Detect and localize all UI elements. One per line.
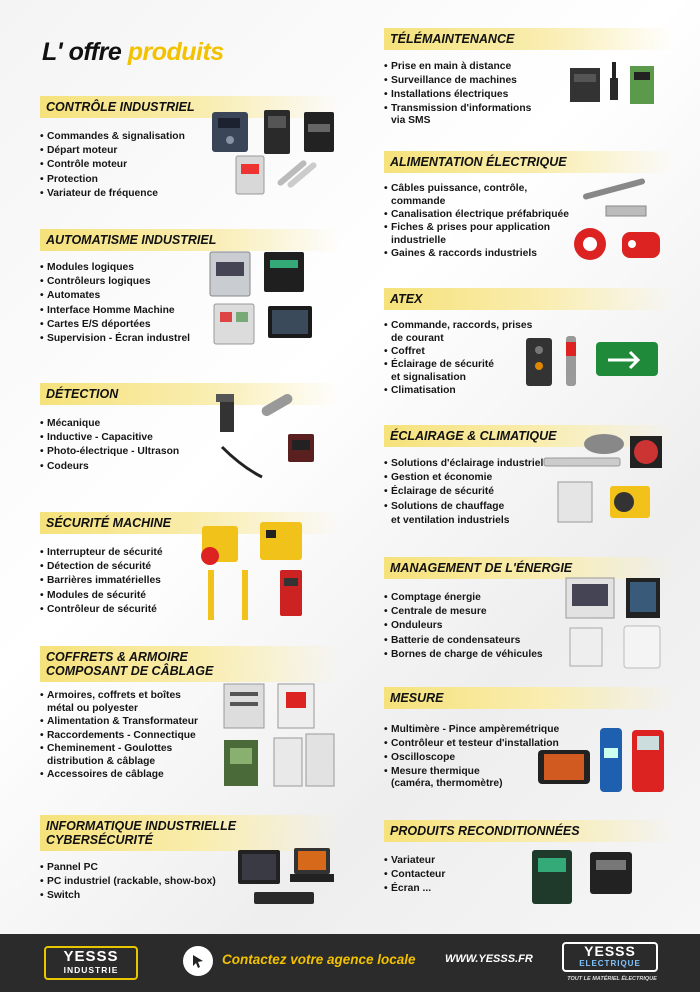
list-item: • Contrôleur et testeur d'installation: [384, 737, 674, 751]
informatique-products-image: [234, 846, 344, 910]
page-title: [42, 38, 224, 67]
mesure-products-image: [536, 724, 666, 798]
list-item: • Contrôleur de sécurité: [40, 603, 340, 617]
section-title: COFFRETS & ARMOIRE COMPOSANT DE CÂBLAGE: [40, 646, 340, 682]
list-item: • Comptage énergie: [384, 591, 674, 605]
list-item: • Switch: [40, 889, 340, 903]
list-item: • Modules logiques: [40, 261, 340, 275]
list-item: • Multimère - Pince ampèremétrique: [384, 723, 674, 737]
list-item: • Batterie de condensateurs: [384, 634, 674, 648]
detection-products-image: [212, 392, 332, 484]
logo-left-sub: INDUSTRIE: [63, 965, 119, 975]
list-item: • Gestion et économie: [384, 471, 674, 485]
list-item: • Installations électriques: [384, 88, 674, 102]
list-item: • Contrôleurs logiques: [40, 275, 340, 289]
logo-left-name: YESSS: [63, 948, 119, 965]
list-item: • Écran ...: [384, 882, 674, 896]
logo-right-name: YESSS: [584, 943, 636, 959]
list-item: • Solutions d'éclairage industriel: [384, 457, 674, 471]
website-link[interactable]: WWW.YESSS.FR: [445, 953, 533, 965]
list-item: • Variateur de fréquence: [40, 187, 340, 201]
list-item: • Cartes E/S déportées: [40, 318, 340, 332]
controle-industriel-products-image: [210, 108, 340, 198]
list-item: • Canalisation électrique préfabriquée: [384, 208, 674, 222]
list-item: • Alimentation & Transformateur: [40, 715, 340, 729]
list-item: • Mécanique: [40, 417, 340, 431]
list-item: • Coffret: [384, 345, 674, 359]
list-item: • Éclairage de sécurité: [384, 485, 674, 499]
section-title: PRODUITS RECONDITIONNÉES: [384, 820, 674, 842]
list-item: • Surveillance de machines: [384, 74, 674, 88]
logo-right-sub: ELECTRIQUE: [579, 959, 641, 968]
list-item: • Prise en main à distance: [384, 60, 674, 74]
list-item: • Fiches & prises pour application industrielle: [384, 222, 674, 247]
list-item: • Contacteur: [384, 868, 674, 882]
list-item: • Inductive - Capacitive: [40, 431, 340, 445]
list-item: • Câbles puissance, contrôle, commande: [384, 183, 674, 208]
yesss-electrique-logo[interactable]: [562, 942, 658, 972]
page-title-part1: L' offre: [42, 38, 128, 66]
section-title: MANAGEMENT DE L'ÉNERGIE: [384, 557, 674, 579]
list-item: • Photo-électrique - Ultrason: [40, 445, 340, 459]
list-item: • Centrale de mesure: [384, 605, 674, 619]
list-item: • Départ moteur: [40, 144, 340, 158]
management-energie-products-image: [562, 574, 666, 670]
securite-machine-products-image: [196, 518, 342, 630]
list-item: • Détection de sécurité: [40, 560, 340, 574]
list-item: • Variateur: [384, 854, 674, 868]
page-title-part2: produits: [127, 38, 224, 66]
section-title: TÉLÉMAINTENANCE: [384, 28, 674, 50]
alimentation-products-image: [572, 178, 672, 268]
yesss-industrie-logo[interactable]: [44, 946, 138, 980]
list-item: • Pannel PC: [40, 861, 340, 875]
list-item: • Oscilloscope: [384, 751, 674, 765]
list-item: • Cheminement - Goulottes distribution & câblage: [40, 743, 340, 768]
contact-text: Contactez votre agence locale: [222, 952, 416, 967]
list-item: • Gaines & raccords industriels: [384, 247, 674, 261]
logo-tagline: TOUT LE MATÉRIEL ÉLECTRIQUE: [567, 976, 657, 982]
list-item: • Bornes de charge de véhicules: [384, 648, 674, 662]
list-item: • Supervision - Écran industrel: [40, 332, 340, 346]
section-title: ALIMENTATION ÉLECTRIQUE: [384, 151, 674, 173]
telemaintenance-products-image: [566, 58, 662, 112]
coffrets-products-image: [220, 682, 340, 792]
list-item: • Mesure thermique (caméra, thermomètre): [384, 766, 674, 791]
list-item: • Raccordements - Connectique: [40, 729, 340, 743]
list-item: • Onduleurs: [384, 619, 674, 633]
eclairage-products-image: [540, 430, 666, 526]
list-item: • Solutions de chauffage et ventilation industriels: [384, 500, 674, 528]
section-title: INFORMATIQUE INDUSTRIELLE CYBERSÉCURITÉ: [40, 815, 340, 851]
list-item: • Protection: [40, 173, 340, 187]
list-item: • Transmission d'informations via SMS: [384, 103, 674, 128]
list-item: • Climatisation: [384, 384, 674, 398]
section-title: CONTRÔLE INDUSTRIEL: [40, 96, 340, 118]
list-item: • Commandes & signalisation: [40, 130, 340, 144]
section-title: AUTOMATISME INDUSTRIEL: [40, 229, 340, 251]
list-item: • Interface Homme Machine: [40, 304, 340, 318]
atex-products-image: [524, 334, 664, 390]
list-item: • Commande, raccords, prises de courant: [384, 320, 674, 345]
section-title: SÉCURITÉ MACHINE: [40, 512, 340, 534]
list-item: • Contrôle moteur: [40, 158, 340, 172]
automatisme-products-image: [208, 248, 340, 348]
reconditionnees-products-image: [528, 846, 638, 908]
list-item: • Interrupteur de sécurité: [40, 546, 340, 560]
list-item: • Accessoires de câblage: [40, 768, 340, 782]
section-title: ATEX: [384, 288, 674, 310]
section-title: MESURE: [384, 687, 674, 709]
section-title: ÉCLAIRAGE & CLIMATIQUE: [384, 425, 674, 447]
list-item: • Armoires, coffrets et boîtes métal ou polyester: [40, 690, 340, 715]
list-item: • Automates: [40, 289, 340, 303]
list-item: • Codeurs: [40, 460, 340, 474]
list-item: • Modules de sécurité: [40, 589, 340, 603]
cursor-icon: [183, 946, 213, 976]
list-item: • Éclairage de sécurité et signalisation: [384, 359, 674, 384]
section-title: DÉTECTION: [40, 383, 340, 405]
list-item: • PC industriel (rackable, show-box): [40, 875, 340, 889]
list-item: • Barrières immatérielles: [40, 574, 340, 588]
